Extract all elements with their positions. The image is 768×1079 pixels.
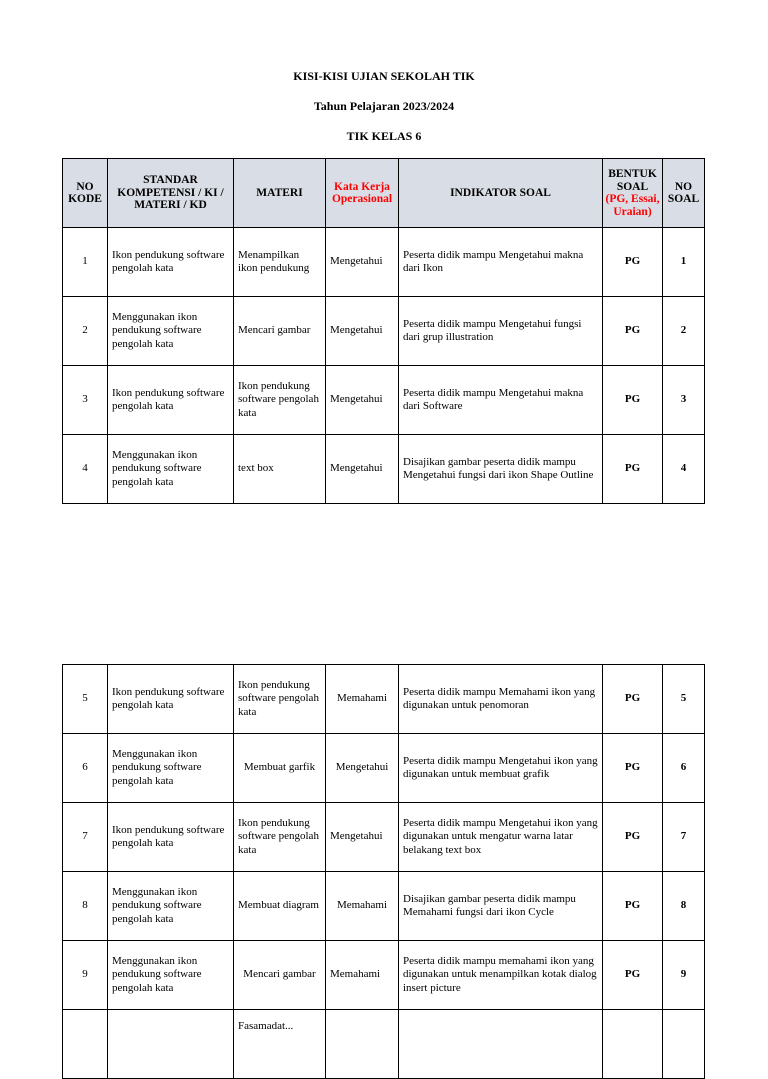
- cell-materi: Menampilkan ikon pendukung: [234, 228, 326, 297]
- cell-materi: Ikon pendukung software pengolah kata: [234, 366, 326, 435]
- cell-indikator: Peserta didik mampu Mengetahui makna dari Ikon: [399, 228, 603, 297]
- cell-indikator: Disajikan gambar peserta didik mampu Memahami fungsi dari ikon Cycle: [399, 872, 603, 941]
- cell-no: 7: [63, 803, 108, 872]
- cell-bentuk: PG: [603, 872, 663, 941]
- cell-kko: Mengetahui: [326, 228, 399, 297]
- cell-materi: Membuat diagram: [234, 872, 326, 941]
- class-label: TIK KELAS 6: [346, 129, 422, 143]
- cell-no-soal: 3: [663, 366, 705, 435]
- table-row: [63, 366, 705, 435]
- cell-no: 4: [63, 435, 108, 504]
- cell-no-soal: 8: [663, 872, 705, 941]
- header-standar: STANDAR KOMPETENSI / KI / MATERI / KD: [108, 159, 234, 228]
- cell-materi: text box: [234, 435, 326, 504]
- table-row: [63, 803, 705, 872]
- kisi-kisi-table-page-1: [62, 158, 705, 504]
- cell-kko: Mengetahui: [326, 435, 399, 504]
- cell-kko: Memahami: [326, 872, 399, 941]
- cell-standar: Menggunakan ikon pendukung software pengolah kata: [108, 872, 234, 941]
- bentuk-options: (PG, Essai, Uraian): [605, 193, 660, 218]
- table-row: [63, 941, 705, 1010]
- table-row: [63, 297, 705, 366]
- cell-no-soal: 9: [663, 941, 705, 1010]
- table-header-row: [63, 159, 705, 228]
- cell-no: 2: [63, 297, 108, 366]
- cell-indikator: Peserta didik mampu Memahami ikon yang digunakan untuk penomoran: [399, 665, 603, 734]
- cell-standar: Menggunakan ikon pendukung software pengolah kata: [108, 734, 234, 803]
- cell-indikator: Peserta didik mampu Mengetahui makna dari Software: [399, 366, 603, 435]
- cell-no: 1: [63, 228, 108, 297]
- cell-no-soal: 6: [663, 734, 705, 803]
- cell-standar: Ikon pendukung software pengolah kata: [108, 803, 234, 872]
- cell-standar: Ikon pendukung software pengolah kata: [108, 366, 234, 435]
- academic-year: Tahun Pelajaran 2023/2024: [313, 99, 455, 113]
- cell-standar: Ikon pendukung software pengolah kata: [108, 665, 234, 734]
- cell-bentuk: PG: [603, 665, 663, 734]
- cell-materi: Ikon pendukung software pengolah kata: [234, 803, 326, 872]
- cell-no: 5: [63, 665, 108, 734]
- cell-indikator: Disajikan gambar peserta didik mampu Mengetahui fungsi dari ikon Shape Outline: [399, 435, 603, 504]
- cell-kko: Mengetahui: [326, 734, 399, 803]
- cell-no-soal: 5: [663, 665, 705, 734]
- cell-bentuk: PG: [603, 435, 663, 504]
- cell-bentuk: PG: [603, 228, 663, 297]
- cell-materi: Mencari gambar: [234, 941, 326, 1010]
- cell-no: 8: [63, 872, 108, 941]
- header-indikator: INDIKATOR SOAL: [399, 159, 603, 228]
- cell-standar: Ikon pendukung software pengolah kata: [108, 228, 234, 297]
- table-row: [63, 228, 705, 297]
- cell-no-soal: 4: [663, 435, 705, 504]
- cell-standar: Menggunakan ikon pendukung software pengolah kata: [108, 297, 234, 366]
- cell-indikator: Peserta didik mampu Mengetahui ikon yang digunakan untuk mengatur warna latar belakang text box: [399, 803, 603, 872]
- cell-no-soal: [663, 1010, 705, 1079]
- header-no-kode: NO KODE: [63, 159, 108, 228]
- cell-indikator: Peserta didik mampu memahami ikon yang digunakan untuk menampilkan kotak dialog insert picture: [399, 941, 603, 1010]
- cell-kko: Mengetahui: [326, 366, 399, 435]
- cell-standar: [108, 1010, 234, 1079]
- cell-no-soal: 1: [663, 228, 705, 297]
- cell-materi: Mencari gambar: [234, 297, 326, 366]
- cell-standar: Menggunakan ikon pendukung software pengolah kata: [108, 941, 234, 1010]
- cell-standar: Menggunakan ikon pendukung software pengolah kata: [108, 435, 234, 504]
- cell-no: [63, 1010, 108, 1079]
- table-row: [63, 734, 705, 803]
- cell-no-soal: 2: [663, 297, 705, 366]
- table-row: [63, 435, 705, 504]
- cell-kko: Mengetahui: [326, 297, 399, 366]
- kisi-kisi-table-page-2: [62, 664, 705, 1079]
- header-bentuk-soal: [603, 159, 663, 228]
- header-materi: MATERI: [234, 159, 326, 228]
- table-row: [63, 1010, 705, 1079]
- cell-no: 9: [63, 941, 108, 1010]
- header-no-soal: NO SOAL: [663, 159, 705, 228]
- bentuk-label: BENTUK SOAL: [608, 168, 657, 193]
- header-kata-kerja: Kata Kerja Operasional: [326, 159, 399, 228]
- cell-kko: Memahami: [326, 941, 399, 1010]
- cell-no: 6: [63, 734, 108, 803]
- document-title: KISI-KISI UJIAN SEKOLAH TIK: [293, 69, 475, 83]
- cell-materi: Membuat garfik: [234, 734, 326, 803]
- cell-materi: Fasamadat...: [234, 1010, 326, 1079]
- table-row: [63, 665, 705, 734]
- cell-bentuk: PG: [603, 366, 663, 435]
- cell-indikator: Peserta didik mampu Mengetahui ikon yang digunakan untuk membuat grafik: [399, 734, 603, 803]
- cell-bentuk: [603, 1010, 663, 1079]
- cell-indikator: Peserta didik mampu Mengetahui fungsi dari grup illustration: [399, 297, 603, 366]
- cell-kko: Memahami: [326, 665, 399, 734]
- cell-materi: Ikon pendukung software pengolah kata: [234, 665, 326, 734]
- cell-bentuk: PG: [603, 941, 663, 1010]
- table-row: [63, 872, 705, 941]
- cell-kko: [326, 1010, 399, 1079]
- cell-no-soal: 7: [663, 803, 705, 872]
- cell-bentuk: PG: [603, 297, 663, 366]
- cell-indikator: [399, 1010, 603, 1079]
- cell-kko: Mengetahui: [326, 803, 399, 872]
- cell-bentuk: PG: [603, 734, 663, 803]
- cell-bentuk: PG: [603, 803, 663, 872]
- cell-no: 3: [63, 366, 108, 435]
